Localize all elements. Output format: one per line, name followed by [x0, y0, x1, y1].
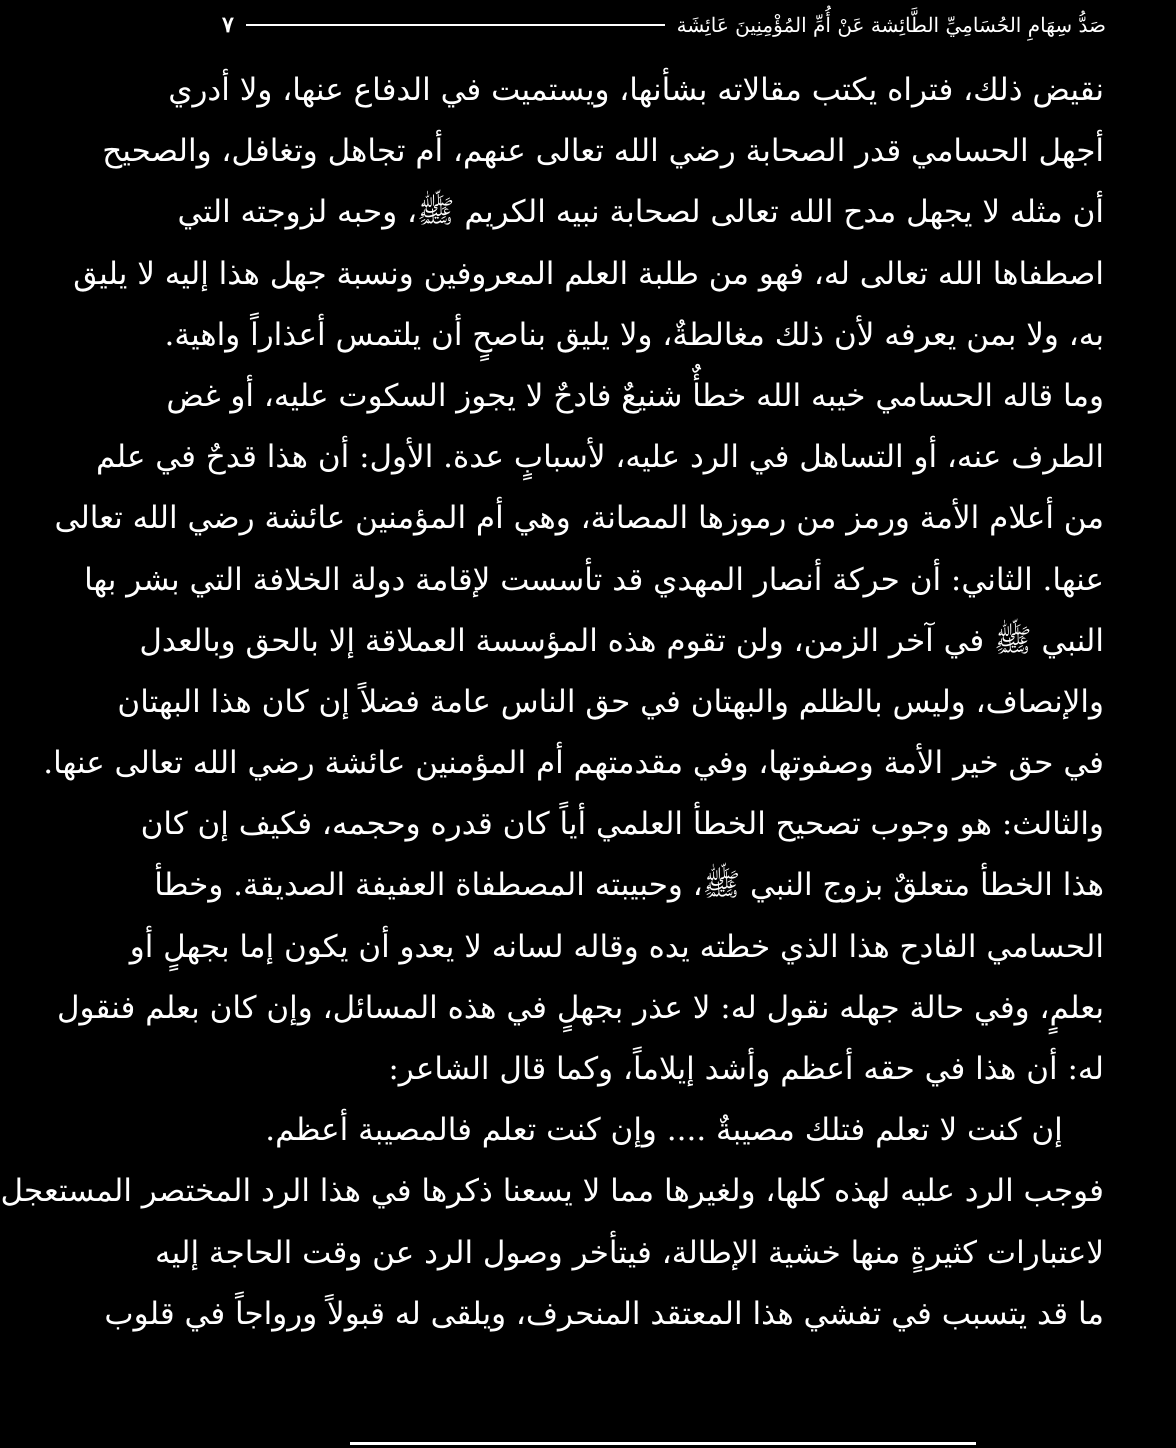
text-line: في حق خير الأمة وصفوتها، وفي مقدمتهم أم المؤمنين عائشة رضي الله تعالى عنها.: [43, 745, 1104, 782]
text-line: له: أن هذا في حقه أعظم وأشد إيلاماً، وكما قال الشاعر:: [388, 1051, 1104, 1087]
text-line: أن مثله لا يجهل مدح الله تعالى لصحابة نبيه الكريم ﷺ، وحبه لزوجته التي: [177, 194, 1104, 231]
text-line: به، ولا بمن يعرفه لأن ذلك مغالطةٌ، ولا يليق بناصحٍ أن يلتمس أعذاراً واهية.: [164, 316, 1104, 353]
text-line: عنها. الثاني: أن حركة أنصار المهدي قد تأسست لإقامة دولة الخلافة التي بشر بها: [84, 561, 1104, 598]
text-line: والإنصاف، وليس بالظلم والبهتان في حق الناس عامة فضلاً إن كان هذا البهتان: [117, 683, 1104, 720]
footer-rule: [350, 1442, 976, 1445]
text-line: أجهل الحسامي قدر الصحابة رضي الله تعالى عنهم، أم تجاهل وتغافل، والصحيح: [102, 133, 1104, 170]
page-number: ٧: [222, 12, 234, 38]
text-line: لاعتبارات كثيرةٍ منها خشية الإطالة، فيتأخر وصول الرد عن وقت الحاجة إليه: [155, 1234, 1104, 1271]
text-line: وما قاله الحسامي خيبه الله خطأٌ شنيعٌ فادحٌ لا يجوز السكوت عليه، أو غض: [166, 377, 1104, 414]
text-line: النبي ﷺ في آخر الزمن، ولن تقوم هذه المؤسسة العملاقة إلا بالحق وبالعدل: [139, 622, 1104, 659]
text-line: من أعلام الأمة ورمز من رموزها المصانة، وهي أم المؤمنين عائشة رضي الله تعالى: [54, 500, 1104, 537]
text-line: هذا الخطأ متعلقٌ بزوج النبي ﷺ، وحبيبته المصطفاة العفيفة الصديقة. وخطأ: [154, 867, 1104, 904]
header-rule: [246, 24, 665, 26]
text-line: فوجب الرد عليه لهذه كلها، ولغيرها مما لا يسعنا ذكرها في هذا الرد المختصر المستعجل: [0, 1173, 1104, 1210]
text-line: نقيض ذلك، فتراه يكتب مقالاته بشأنها، ويستميت في الدفاع عنها، ولا أدري: [168, 72, 1104, 108]
poetry-verse: إن كنت لا تعلم فتلك مصيبةٌ .... وإن كنت تعلم فالمصيبة أعظم.: [265, 1112, 1063, 1149]
text-line: الحسامي الفادح هذا الذي خطته يده وقاله لسانه لا يعدو أن يكون إما بجهلٍ أو: [129, 928, 1104, 965]
text-line: بعلمٍ، وفي حالة جهله نقول له: لا عذر بجهلٍ في هذه المسائل، وإن كان بعلم فنقول: [56, 989, 1104, 1026]
text-line: والثالث: هو وجوب تصحيح الخطأ العلمي أياً كان قدره وحجمه، فكيف إن كان: [140, 806, 1104, 843]
text-line: اصطفاها الله تعالى له، فهو من طلبة العلم المعروفين ونسبة جهل هذا إليه لا يليق: [73, 255, 1104, 292]
body-text: [0, 60, 1104, 1345]
running-header: [222, 8, 1106, 42]
text-line: الطرف عنه، أو التساهل في الرد عليه، لأسبابٍ عدة. الأول: أن هذا قدحٌ في علم: [96, 439, 1104, 476]
text-line: ما قد يتسبب في تفشي هذا المعتقد المنحرف، ويلقى له قبولاً ورواجاً في قلوب: [104, 1295, 1104, 1332]
header-title: صَدُّ سِهَامِ الحُسَامِيِّ الطَّائِشة عَنْ أُمِّ المُؤْمِنِينَ عَائِشَة: [676, 13, 1106, 37]
